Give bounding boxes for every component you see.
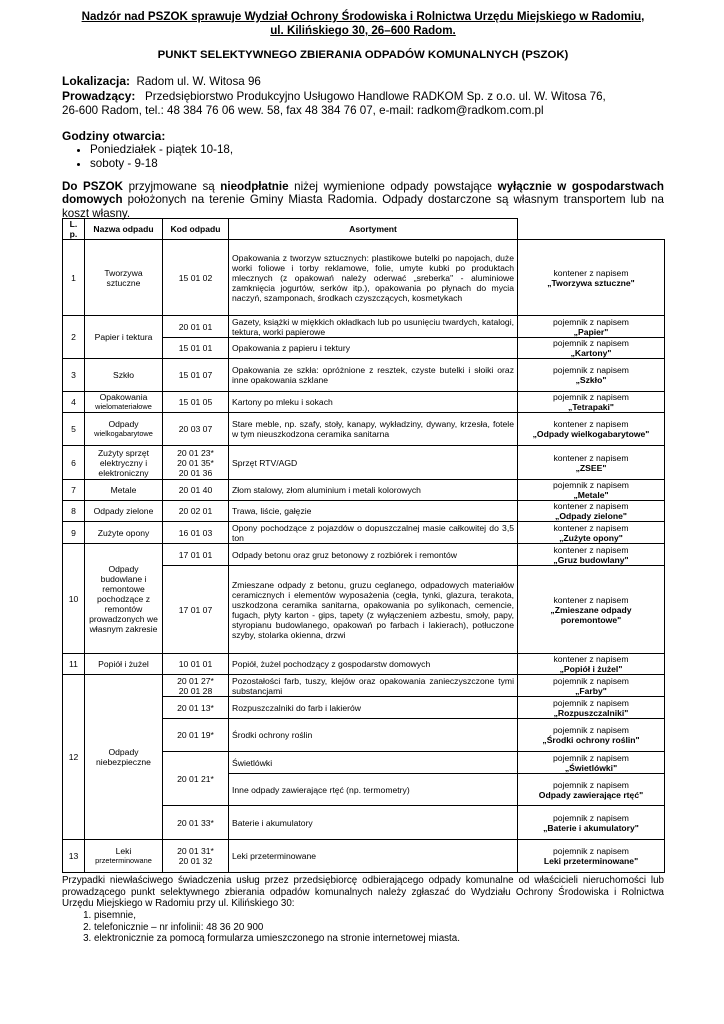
intro-text-2: niżej wymienione odpady powstające bbox=[288, 180, 498, 193]
row-description: Środki ochrony roślin bbox=[229, 719, 518, 752]
row-lp: 6 bbox=[63, 446, 85, 480]
row-lp: 9 bbox=[63, 522, 85, 544]
row-name: Tworzywa sztuczne bbox=[85, 240, 163, 316]
container-label: Leki przeterminowane" bbox=[543, 856, 639, 867]
row-container bbox=[518, 566, 665, 654]
method-phone: 2. telefonicznie – nr infolinii: 48 36 20 900 bbox=[94, 922, 664, 934]
row-container bbox=[518, 654, 665, 675]
row-code: 17 01 01 bbox=[163, 544, 229, 566]
row-description: Odpady betonu oraz gruz betonowy z rozbiórek i remontów bbox=[229, 544, 518, 566]
row-container bbox=[518, 480, 665, 501]
complaint-paragraph: Przypadki niewłaściwego świadczenia usług przez przedsiębiorcę odbierającego odpady komunalne od właścicieli nieruchomości lub prowadzącego punkt selektywnego zbierania odpadów komunalnych należy zgłaszać do Wydziału Ochrony Środowiska i Rolnictwa Urzędu Miejskiego w Radomiu przy ul. Kilińskiego 30: bbox=[62, 875, 664, 910]
name-line-1: Opakowania bbox=[99, 392, 148, 403]
header-name: Nazwa odpadu bbox=[85, 219, 163, 240]
row-name: Szkło bbox=[85, 359, 163, 392]
row-name: Zużyte opony bbox=[85, 522, 163, 544]
table-row bbox=[63, 480, 665, 501]
row-container bbox=[518, 697, 665, 719]
container-label: „Kartony" bbox=[570, 348, 612, 359]
operator-line bbox=[62, 89, 664, 104]
waste-table bbox=[62, 218, 665, 873]
row-name bbox=[85, 392, 163, 413]
container-label: „Odpady wielkogabarytowe" bbox=[532, 429, 650, 440]
row-code: 20 01 33* bbox=[163, 806, 229, 840]
intro-bold-pszok: Do PSZOK bbox=[62, 180, 123, 193]
row-lp: 3 bbox=[63, 359, 85, 392]
code-line: 20 01 23* bbox=[177, 447, 214, 458]
container-label: „Zmieszane odpady poremontowe" bbox=[550, 604, 632, 625]
row-description: Trawa, liście, gałęzie bbox=[229, 501, 518, 522]
table-row bbox=[63, 392, 665, 413]
row-container bbox=[518, 446, 665, 480]
table-row bbox=[63, 240, 665, 316]
row-lp: 5 bbox=[63, 413, 85, 446]
table-row bbox=[63, 359, 665, 392]
row-code: 20 01 19* bbox=[163, 719, 229, 752]
name-line-1: Leki bbox=[115, 846, 132, 857]
row-description: Opakowania ze szkła: opróżnione z resztek, czyste butelki i słoiki oraz inne opakowania szklane bbox=[229, 359, 518, 392]
container-type: pojemnik z napisem bbox=[553, 846, 629, 857]
row-description: Zmieszane odpady z betonu, gruzu ceglanego, odpadowych materiałów ceramicznych i elementów wyposażenia (cegła, tynki, glazura, terakota, uszkodzona ceramika sanitarna, opakowania po sylikonach, cemencie, fugach, płyty karton - gips, tapety (z wyłączeniem azbestu, smoły, papy, styropianu budowlanego, opakowań po farbach i lakierach), potłuczone szyby, stolarka okienna, drzwi bbox=[229, 566, 518, 654]
row-description: Stare meble, np. szafy, stoły, kanapy, wykładziny, dywany, krzesła, fotele w tym nieuszkodzona ceramika sanitarna bbox=[229, 413, 518, 446]
container-label: „ZSEE" bbox=[575, 462, 607, 473]
row-name: Papier i tektura bbox=[85, 316, 163, 359]
intro-paragraph bbox=[62, 180, 664, 220]
row-name: Odpady niebezpieczne bbox=[85, 675, 163, 840]
location-line bbox=[62, 74, 664, 89]
row-lp: 10 bbox=[63, 544, 85, 654]
name-line-2: przeterminowane bbox=[95, 856, 152, 866]
container-type: kontener z napisem bbox=[553, 654, 629, 665]
document-title: PUNKT SELEKTYWNEGO ZBIERANIA ODPADÓW KOMUNALNYCH (PSZOK) bbox=[157, 49, 569, 61]
operator-label: Prowadzący: bbox=[62, 89, 136, 103]
code-line: 20 01 35* bbox=[177, 457, 214, 468]
row-description: Kartony po mleku i sokach bbox=[229, 392, 518, 413]
row-container bbox=[518, 522, 665, 544]
row-description: Złom stalowy, złom aluminium i metali kolorowych bbox=[229, 480, 518, 501]
method-online: 3. elektronicznie za pomocą formularza umieszczonego na stronie internetowej miasta. bbox=[94, 933, 664, 945]
container-type: pojemnik z napisem bbox=[553, 752, 629, 763]
container-label: „Świetlówki" bbox=[564, 762, 618, 773]
intro-bold-free: nieodpłatnie bbox=[220, 180, 289, 193]
row-code: 17 01 07 bbox=[163, 566, 229, 654]
row-code: 20 01 01 bbox=[163, 316, 229, 338]
row-description: Opakowania z tworzyw sztucznych: plastikowe butelki po napojach, duże worki foliowe i torby reklamowe, folie, umyte kubki po produktach mlecznych (z opakowań należy oderwać „sreberka" - aluminiowe zamknięcia jogurtów, serków itp.), opakowania po płynach do mycia naczyń, szamponach, środkach czyszczących, kosmetykach bbox=[229, 240, 518, 316]
row-description: Świetlówki bbox=[229, 752, 518, 774]
row-container bbox=[518, 501, 665, 522]
row-name: Popiół i żużel bbox=[85, 654, 163, 675]
supervision-header bbox=[62, 10, 664, 38]
container-label: „Tetrapaki" bbox=[568, 402, 614, 413]
intro-text-1: przyjmowane są bbox=[122, 180, 221, 193]
row-container bbox=[518, 316, 665, 338]
container-type: kontener z napisem bbox=[553, 501, 629, 512]
row-description: Leki przeterminowane bbox=[229, 840, 518, 873]
row-lp: 2 bbox=[63, 316, 85, 359]
container-type: pojemnik z napisem bbox=[553, 365, 629, 376]
row-lp: 4 bbox=[63, 392, 85, 413]
container-type: pojemnik z napisem bbox=[553, 812, 629, 823]
row-container bbox=[518, 359, 665, 392]
container-label: „Farby" bbox=[575, 685, 607, 696]
intro-text-3: położonych na terenie Gminy Miasta Radomia. Odpady dostarczone są własnym transportem lub na koszt własny. bbox=[62, 193, 664, 220]
row-code: 20 01 21* bbox=[163, 752, 229, 806]
row-container bbox=[518, 774, 665, 806]
name-line-2: wielkogabarytowe bbox=[94, 429, 153, 439]
table-row bbox=[63, 675, 665, 697]
row-container bbox=[518, 544, 665, 566]
header-code: Kod odpadu bbox=[163, 219, 229, 240]
operator-value-1: Przedsiębiorstwo Produkcyjno Usługowo Handlowe RADKOM Sp. z o.o. ul. W. Witosa 76, bbox=[145, 90, 606, 103]
container-label: „Metale" bbox=[573, 490, 609, 501]
operator-contact: 26-600 Radom, tel.: 48 384 76 06 wew. 58, fax 48 384 76 07, e-mail: radkom@radkom.com.pl bbox=[62, 104, 544, 117]
row-container bbox=[518, 719, 665, 752]
header-line-2: ul. Kilińskiego 30, 26–600 Radom. bbox=[270, 24, 456, 37]
container-label: „Papier" bbox=[573, 326, 609, 337]
row-code bbox=[163, 675, 229, 697]
row-lp: 11 bbox=[63, 654, 85, 675]
container-type: kontener z napisem bbox=[553, 267, 629, 278]
row-code: 15 01 07 bbox=[163, 359, 229, 392]
container-label: „Gruz budowlany" bbox=[553, 554, 629, 565]
container-type: kontener z napisem bbox=[553, 544, 629, 555]
table-row bbox=[63, 501, 665, 522]
row-lp: 13 bbox=[63, 840, 85, 873]
container-type: pojemnik z napisem bbox=[553, 316, 629, 327]
container-label: „Zużyte opony" bbox=[559, 532, 623, 543]
container-type: pojemnik z napisem bbox=[553, 480, 629, 491]
container-label: „Tworzywa sztuczne" bbox=[547, 277, 635, 288]
row-lp: 8 bbox=[63, 501, 85, 522]
row-description: Inne odpady zawierające rtęć (np. termometry) bbox=[229, 774, 518, 806]
row-code: 15 01 05 bbox=[163, 392, 229, 413]
container-type: kontener z napisem bbox=[553, 522, 629, 533]
row-description: Sprzęt RTV/AGD bbox=[229, 446, 518, 480]
row-code: 20 01 13* bbox=[163, 697, 229, 719]
name-line-2: wielomateriałowe bbox=[95, 402, 152, 412]
row-code bbox=[163, 446, 229, 480]
code-line: 20 01 31* bbox=[177, 846, 214, 857]
code-line: 20 01 36 bbox=[178, 467, 213, 478]
table-row bbox=[63, 654, 665, 675]
row-code: 15 01 02 bbox=[163, 240, 229, 316]
row-container bbox=[518, 840, 665, 873]
container-type: kontener z napisem bbox=[553, 419, 629, 430]
hours-weekdays: • Poniedziałek - piątek 10-18, bbox=[90, 143, 664, 157]
container-type: pojemnik z napisem bbox=[553, 725, 629, 736]
table-row bbox=[63, 840, 665, 873]
container-label: „Baterie i akumulatory" bbox=[543, 822, 639, 833]
row-code: 16 01 03 bbox=[163, 522, 229, 544]
row-name bbox=[85, 413, 163, 446]
row-description: Pozostałości farb, tuszy, klejów oraz opakowania zanieczyszczone tymi substancjami bbox=[229, 675, 518, 697]
row-name: Odpady zielone bbox=[85, 501, 163, 522]
container-label: „Popiół i żużel" bbox=[559, 664, 623, 675]
row-name bbox=[85, 840, 163, 873]
code-line: 20 01 32 bbox=[178, 856, 213, 867]
row-container bbox=[518, 240, 665, 316]
table-row bbox=[63, 413, 665, 446]
header-lp: L. p. bbox=[63, 219, 85, 240]
method-written: 1. pisemnie, bbox=[94, 910, 664, 922]
location-operator-block bbox=[62, 74, 664, 118]
container-type: pojemnik z napisem bbox=[553, 338, 629, 349]
row-name: Odpady budowlane i remontowe pochodzące z remontów prowadzonych we własnym zakresie bbox=[85, 544, 163, 654]
row-code: 20 01 40 bbox=[163, 480, 229, 501]
header-line-1: Nadzór nad PSZOK sprawuje Wydział Ochrony Środowiska i Rolnictwa Urzędu Miejskiego w Radomiu, bbox=[81, 10, 645, 23]
opening-hours-heading: Godziny otwarcia: bbox=[62, 129, 166, 143]
container-type: kontener z napisem bbox=[553, 452, 629, 463]
table-row bbox=[63, 544, 665, 566]
document-page bbox=[62, 10, 664, 945]
row-lp: 7 bbox=[63, 480, 85, 501]
opening-hours-list bbox=[62, 143, 664, 171]
row-container bbox=[518, 392, 665, 413]
row-description: Opony pochodzące z pojazdów o dopuszczalnej masie całkowitej do 3,5 ton bbox=[229, 522, 518, 544]
code-line: 20 01 28 bbox=[178, 685, 213, 696]
row-name: Metale bbox=[85, 480, 163, 501]
row-name: Zużyty sprzęt elektryczny i elektroniczny bbox=[85, 446, 163, 480]
row-container bbox=[518, 413, 665, 446]
table-row bbox=[63, 522, 665, 544]
table-row bbox=[63, 316, 665, 338]
hours-saturday: • soboty - 9-18 bbox=[90, 157, 664, 171]
row-code bbox=[163, 840, 229, 873]
container-label: „Szkło" bbox=[575, 375, 607, 386]
row-description: Opakowania z papieru i tektury bbox=[229, 338, 518, 359]
table-row bbox=[63, 446, 665, 480]
row-description: Rozpuszczalniki do farb i lakierów bbox=[229, 697, 518, 719]
row-container bbox=[518, 752, 665, 774]
row-container bbox=[518, 806, 665, 840]
header-empty-cell bbox=[518, 219, 665, 240]
name-line-1: Odpady bbox=[108, 419, 139, 430]
location-value: Radom ul. W. Witosa 96 bbox=[136, 75, 261, 88]
container-label: Odpady zawierające rtęć" bbox=[538, 789, 644, 800]
row-code: 15 01 01 bbox=[163, 338, 229, 359]
row-lp: 1 bbox=[63, 240, 85, 316]
row-container bbox=[518, 338, 665, 359]
complaint-methods-list bbox=[62, 910, 664, 945]
row-container bbox=[518, 675, 665, 697]
row-description: Popiół, żużel pochodzący z gospodarstw domowych bbox=[229, 654, 518, 675]
row-lp: 12 bbox=[63, 675, 85, 840]
row-description: Baterie i akumulatory bbox=[229, 806, 518, 840]
code-line: 20 01 27* bbox=[177, 675, 214, 686]
container-label: „Rozpuszczalniki" bbox=[553, 707, 629, 718]
row-code: 20 03 07 bbox=[163, 413, 229, 446]
container-type: pojemnik z napisem bbox=[553, 675, 629, 686]
intro-bold-households: wyłącznie w gospodarstwach domowych bbox=[62, 180, 664, 207]
container-type: pojemnik z napisem bbox=[553, 392, 629, 403]
container-type: pojemnik z napisem bbox=[553, 779, 629, 790]
header-assortment: Asortyment bbox=[229, 219, 518, 240]
location-label: Lokalizacja: bbox=[62, 74, 131, 88]
row-code: 20 02 01 bbox=[163, 501, 229, 522]
container-label: „Odpady zielone" bbox=[555, 511, 627, 522]
row-description: Gazety, książki w miękkich okładkach lub po usunięciu twardych, katalogi, tektura, worki papierowe bbox=[229, 316, 518, 338]
container-type: pojemnik z napisem bbox=[553, 697, 629, 708]
row-code: 10 01 01 bbox=[163, 654, 229, 675]
container-type: kontener z napisem bbox=[553, 594, 629, 605]
container-label: „Środki ochrony roślin" bbox=[542, 735, 640, 746]
table-header-row bbox=[63, 219, 665, 240]
